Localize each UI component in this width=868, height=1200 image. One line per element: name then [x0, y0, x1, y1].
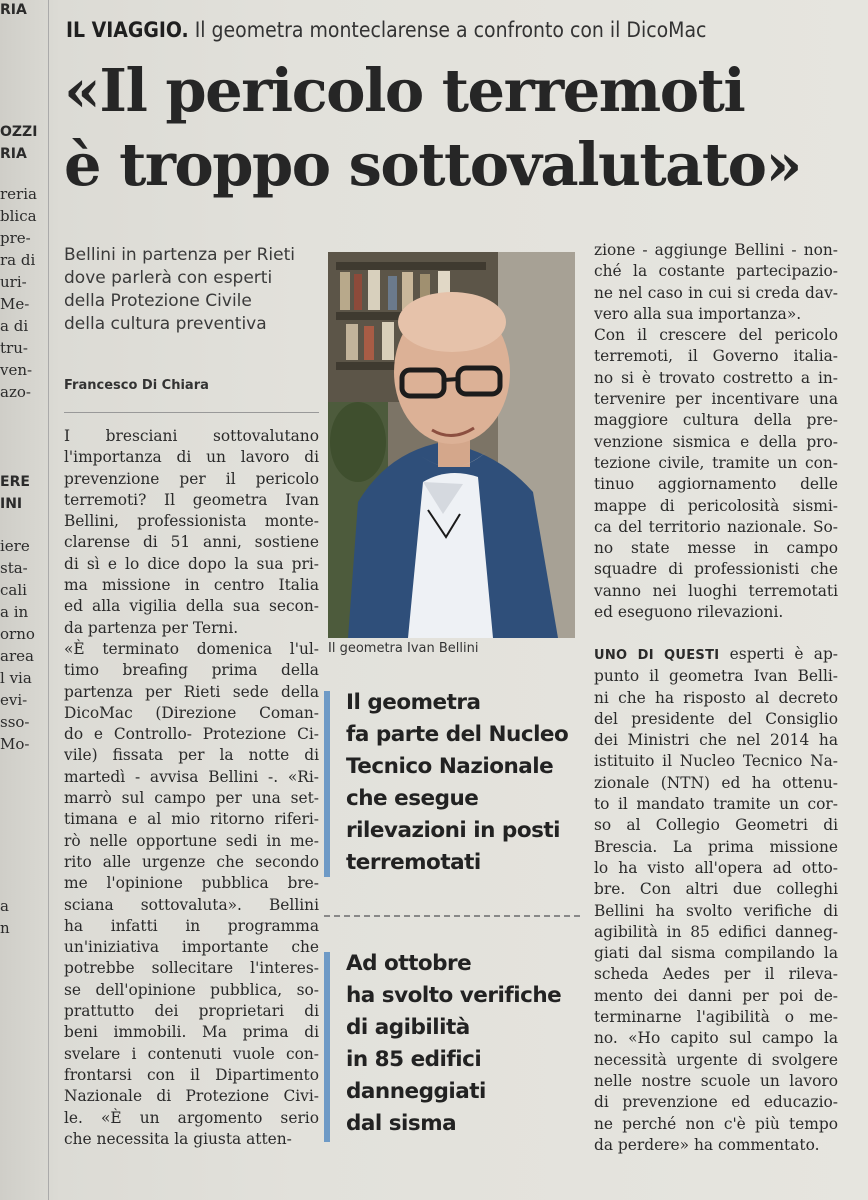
article-line: Brescia. La prima missione — [594, 837, 838, 856]
article-line: timo breafing prima della — [64, 661, 319, 680]
adjacent-text-fragment: INI — [0, 496, 23, 512]
adjacent-text-fragment: ERE — [0, 474, 30, 490]
article-line: ne perché non c'è più tempo — [594, 1114, 838, 1133]
pull-quote-line: di agibilità — [346, 1015, 470, 1040]
article-line: to il mandato tramite un cor- — [594, 795, 838, 814]
article-line: venzione sismica e della pro- — [594, 432, 838, 451]
adjacent-text-fragment: sta- — [0, 559, 28, 577]
article-line: I bresciani sottovalutano — [64, 427, 319, 445]
article-line: prattutto dei proprietari di — [64, 1002, 319, 1021]
article-line: rò nelle opportune sedi in me- — [64, 831, 319, 850]
article-line: ni che ha risposto al decreto — [594, 688, 838, 707]
pull-quote-line: ha svolto verifiche — [346, 983, 562, 1008]
article-line: terremoti? Il geometra Ivan — [64, 490, 319, 509]
pull-quote-divider — [324, 915, 580, 917]
article-line: un'iniziativa importante che — [64, 938, 319, 957]
article-line: scheda Aedes per il rileva- — [594, 965, 838, 984]
portrait-illustration — [328, 252, 575, 638]
article-line: ma missione in centro Italia — [64, 576, 319, 595]
article-line: mappe di pericolosità sismi- — [594, 496, 838, 515]
adjacent-text-fragment: pre- — [0, 229, 31, 247]
article-line: sciana sottovaluta». Bellini — [64, 895, 319, 914]
article-line: ed alla vigilia della sua secon- — [64, 597, 319, 616]
photo-caption: Il geometra Ivan Bellini — [328, 641, 479, 656]
article-line: Bellini ha svolto verifiche di — [594, 901, 838, 920]
adjacent-text-fragment: reria — [0, 185, 37, 203]
adjacent-text-fragment: iere — [0, 537, 30, 555]
adjacent-text-fragment: uri- — [0, 273, 27, 291]
article-line: ed eseguono rilevazioni. — [594, 603, 784, 622]
summary-line: della cultura preventiva — [64, 314, 267, 334]
article-line: tezione civile, tramite un con- — [594, 453, 838, 472]
article-line: mento dei danni per poi de- — [594, 986, 838, 1005]
article-line: del presidente del Consiglio — [594, 709, 838, 728]
article-line: le. «È un argomento serio — [64, 1108, 319, 1127]
article-line: punto il geometra Ivan Belli- — [594, 667, 838, 686]
article-line: svelare i contenuti vuole con- — [64, 1044, 319, 1063]
adjacent-text-fragment: evi- — [0, 691, 28, 709]
article-line: vile) fissata per la notte di — [64, 746, 319, 765]
article-line: so al Collegio Geometri di — [594, 816, 838, 835]
article-line: tervenire per incentivare una — [594, 390, 838, 409]
article-line: l'importanza di un lavoro di — [64, 448, 319, 467]
article-line: ha infatti in programma — [64, 916, 319, 935]
adjacent-text-fragment: cali — [0, 581, 27, 599]
article-line: Bellini, professionista monte- — [64, 512, 319, 531]
subhead-lead: UNO DI QUESTI — [594, 648, 720, 663]
article-line: beni immobili. Ma prima di — [64, 1023, 319, 1042]
summary-line: Bellini in partenza per Rieti — [64, 245, 295, 265]
article-line: vanno nei luoghi terremotati — [594, 581, 838, 600]
headline-line: è troppo sottovalutato» — [64, 130, 801, 199]
article-line: DicoMac (Direzione Coman- — [64, 703, 319, 722]
adjacent-text-fragment: blica — [0, 207, 37, 225]
summary-line: della Protezione Civile — [64, 291, 252, 311]
article-line: squadre di professionisti che — [594, 560, 838, 579]
article-line: clarense di 51 anni, sostiene — [64, 533, 319, 552]
article-line: di sì e lo dice dopo la sua pri- — [64, 554, 319, 573]
article-line: no state messe in campo — [594, 539, 838, 558]
article-line: potrebbe sollecitare l'interes- — [64, 959, 319, 978]
article-line: di prevenzione ed educazio- — [594, 1093, 838, 1112]
article-line: ne nel caso in cui si creda dav- — [594, 283, 838, 302]
pull-quote-line: dal sisma — [346, 1111, 457, 1136]
adjacent-text-fragment: a — [0, 897, 9, 915]
pull-quote-line: fa parte del Nucleo — [346, 722, 569, 747]
kicker-lead: IL VIAGGIO. — [66, 18, 189, 42]
article-line: agibilità in 85 edifici danneg- — [594, 922, 838, 941]
article-line: se dell'opinione pubblica, so- — [64, 980, 319, 999]
pull-quote-bar — [324, 691, 330, 877]
adjacent-text-fragment: orno — [0, 625, 35, 643]
article-column-3-continued — [594, 644, 838, 1156]
adjacent-text-fragment: Mo- — [0, 735, 30, 753]
adjacent-text-fragment: ven- — [0, 361, 33, 379]
article-line: terminarne l'agibilità o me- — [594, 1008, 838, 1027]
pull-quote-line: terremotati — [346, 850, 481, 875]
kicker-text: Il geometra monteclarense a confronto con il DicoMac — [188, 18, 707, 42]
adjacent-text-fragment: area — [0, 647, 34, 665]
adjacent-text-fragment: a in — [0, 603, 29, 621]
article-line: partenza per Rieti sede della — [64, 682, 319, 701]
adjacent-text-fragment: RIA — [0, 146, 27, 162]
article-line: Con il crescere del pericolo — [594, 326, 838, 345]
adjacent-text-fragment: OZZI — [0, 124, 38, 140]
pull-quote-line: Ad ottobre — [346, 951, 472, 976]
subhead-line — [594, 644, 838, 666]
article-line: marrò sul campo per una set- — [64, 789, 319, 808]
article-line: timana e al mio ritorno riferi- — [64, 810, 319, 829]
pull-quote-line: Il geometra — [346, 690, 481, 715]
subhead-rest: esperti è ap- — [719, 645, 839, 663]
article-column-1 — [64, 426, 319, 1150]
article-line: bre. Con altri due colleghi — [594, 880, 838, 899]
article-line: istituito il Nucleo Tecnico Na- — [594, 752, 838, 771]
kicker — [66, 18, 856, 42]
article-line: rito alle urgenze che secondo — [64, 852, 319, 871]
article-line: dei Ministri che nel 2014 ha — [594, 731, 838, 750]
article-line: zionale (NTN) ed ha ottenu- — [594, 773, 838, 792]
headline — [64, 54, 854, 202]
article-line: do e Controllo- Protezione Ci- — [64, 725, 319, 744]
pull-quote-line: danneggiati — [346, 1079, 486, 1104]
article-column-3 — [594, 240, 838, 623]
article-line: martedì - avvisa Bellini -. «Ri- — [64, 767, 319, 786]
article-line: no. «Ho capito sul campo la — [594, 1029, 838, 1048]
article-line: «È terminato domenica l'ul- — [64, 639, 319, 658]
adjacent-article-fragment — [0, 0, 49, 1200]
adjacent-text-fragment: Me- — [0, 295, 30, 313]
adjacent-text-fragment: sso- — [0, 713, 30, 731]
adjacent-text-fragment: azo- — [0, 383, 31, 401]
article-line: zione - aggiunge Bellini - non- — [594, 241, 838, 259]
article-line: vero alla sua importanza». — [594, 304, 802, 323]
article-line: tinuo aggiornamento delle — [594, 475, 838, 494]
byline: Francesco Di Chiara — [64, 378, 209, 393]
pull-quote-line: rilevazioni in posti — [346, 818, 561, 843]
article-line: ca del territorio nazionale. So- — [594, 517, 838, 536]
summary — [64, 244, 319, 336]
byline-divider — [64, 412, 319, 413]
article-line: no si è trovato costretto a in- — [594, 368, 838, 387]
summary-line: dove parlerà con esperti — [64, 268, 273, 288]
pull-quote-line: in 85 edifici — [346, 1047, 482, 1072]
article-line: giati dal sisma compilando la — [594, 944, 838, 963]
article-line: terremoti, il Governo italia- — [594, 347, 838, 366]
article-line: lo ha visto all'opera ad otto- — [594, 858, 838, 877]
article-line: da perdere» ha commentato. — [594, 1135, 820, 1154]
headline-line: «Il pericolo terremoti — [64, 56, 745, 125]
article-line: frontarsi con il Dipartimento — [64, 1065, 319, 1084]
pull-quote-line: che esegue — [346, 786, 479, 811]
adjacent-text-fragment: a di — [0, 317, 29, 335]
article-line: maggiore cultura della pre- — [594, 411, 838, 430]
article-line: che necessita la giusta atten- — [64, 1129, 292, 1148]
adjacent-text-fragment: RIA — [0, 2, 27, 18]
pull-quote-line: Tecnico Nazionale — [346, 754, 554, 779]
article-line: da partenza per Terni. — [64, 618, 239, 637]
article-line: Nazionale di Protezione Civi- — [64, 1087, 319, 1106]
adjacent-text-fragment: l via — [0, 669, 32, 687]
article-line: ché la costante partecipazio- — [594, 262, 838, 281]
adjacent-text-fragment: tru- — [0, 339, 28, 357]
article-line: prevenzione per il pericolo — [64, 469, 319, 488]
article-line: necessità urgente di svolgere — [594, 1050, 838, 1069]
adjacent-text-fragment: ra di — [0, 251, 36, 269]
pull-quote-bar — [324, 952, 330, 1142]
adjacent-text-fragment: n — [0, 919, 10, 937]
article-line: me l'opinione pubblica bre- — [64, 874, 319, 893]
article-line: nelle nostre scuole un lavoro — [594, 1071, 838, 1090]
portrait-photo — [328, 252, 575, 638]
